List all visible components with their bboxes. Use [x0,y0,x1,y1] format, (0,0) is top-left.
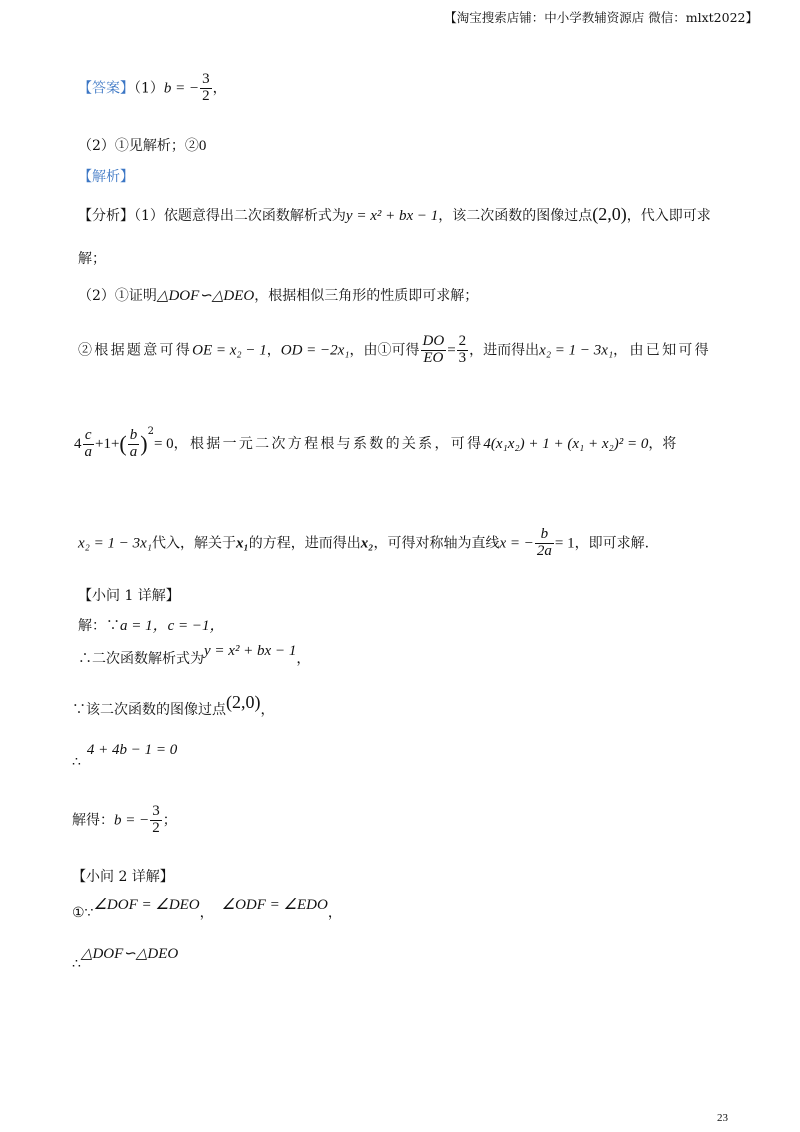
answer-line [78,72,227,105]
fenxi-text-3: ，代入即可求 [626,208,711,224]
q1-label: 【小问 1 详解】 [78,588,180,604]
fenxi-p4-lparen: ( [119,431,127,456]
fenxi-p4-a: a [84,443,92,460]
fenxi-p5-expr: x₂ = 1 − 3x₁ [78,535,152,552]
fenxi-p4-text-2: ，将 [648,436,677,452]
fenxi-point: (2,0) [592,204,627,224]
fenxi-p5-frac-den: 2a [536,542,552,559]
fenxi-p3-frac2-den: 3 [458,349,467,366]
fenxi-p4-square: 2 [147,426,154,437]
fenxi-p3-fraction-do-eo [421,334,447,367]
fenxi-expr-1: y = x² + bx − 1 [345,208,439,224]
q2-l1-sep: ， [199,905,214,921]
q1-l3-end: ， [260,702,275,718]
q1-l5-b: b = − [114,812,150,829]
fenxi-p5-x-eq: x = − [499,535,534,552]
fenxi-p5-text-1: 代入，解关于 [152,535,236,552]
q1-l3-text: ∵该二次函数的图像过点 [72,702,226,718]
q1-l2-text: ∴二次函数解析式为 [78,651,204,667]
fenxi-p2-text-1: （2）①证明 [78,288,157,304]
q2-label: 【小问 2 详解】 [72,869,174,885]
answer-label: 【答案】 [78,80,134,97]
fenxi-line-1 [78,204,711,225]
q1-l3-point: (2,0) [226,692,261,712]
fenxi-label: 【分析】 [78,208,134,224]
page-number: 23 [717,1112,728,1124]
fenxi-p4-fraction-b-a [128,428,140,461]
fenxi-p4-b: b [129,426,138,443]
q1-l1-expr: a = 1，c = −1， [120,618,225,634]
fenxi-p5-text-2: 的方程，进而得出 [248,535,361,552]
q2-l1-expr1: ∠DOF = ∠DEO [93,897,200,913]
answer-fraction [200,72,212,105]
q1-l5-fraction [150,804,162,837]
q1-l4-expr: 4 + 4b − 1 = 0 [86,742,178,758]
fenxi-p3-eq: = [447,342,456,359]
fenxi-text-2: ，该二次函数的图像过点 [438,208,593,224]
fenxi-p3-sep: ， [266,342,281,359]
answer-frac-den: 2 [202,87,210,104]
fenxi-p4-c: c [83,428,95,445]
fenxi-p5-x2: x₂ [360,535,374,552]
answer-part2 [78,135,206,155]
answer-part1-prefix: （1） [134,80,164,97]
q1-line-4 [72,742,178,770]
q1-l2-expr: y = x² + bx − 1 [204,643,297,659]
answer-b-eq: b = − [163,80,200,97]
q1-l5-num: 3 [152,803,160,819]
fenxi-p2-text-2: ，根据相似三角形的性质即可求解； [254,288,479,304]
fenxi-p4-plus1: +1+ [95,436,120,452]
page-header: 【淘宝搜索店铺：中小学教辅资源店 微信：mlxt2022】 [444,10,758,25]
q1-line-1 [78,614,225,635]
fenxi-p4-a2: a [129,443,138,460]
fenxi-p2-similar: △DOF∽△DEO [156,288,255,304]
fenxi-p5-frac-num: b [535,527,554,544]
fenxi-p3-frac-num: DO [422,333,445,349]
q1-line-2 [78,643,311,668]
fenxi-p4-four: 4 [74,436,82,452]
q2-l2-expr: △DOF∽△DEO [80,946,179,962]
q2-l1-end: ， [327,905,342,921]
q2-l1-expr2: ∠ODF = ∠EDO [221,897,328,913]
q1-line-3 [72,692,275,719]
fenxi-p4-eq0: = 0 [153,436,174,452]
answer-comma: ， [212,80,227,97]
fenxi-p3-text-1: ②根据题意可得 [78,342,193,359]
fenxi-p3-x2: x₂ = 1 − 3x₁ [539,342,614,359]
fenxi-p3-oe: OE = x₂ − 1 [192,342,267,359]
fenxi-p3-text-3: ，进而得出 [469,342,540,359]
fenxi-p3-frac-den: EO [423,349,444,366]
fenxi-line-3 [78,285,478,305]
q1-l5-den: 2 [152,819,160,836]
answer-part2-value: 0 [198,138,207,154]
fenxi-p3-text-2: ，由①可得 [349,342,420,359]
fenxi-p3-od: OD = −2x₁ [280,342,350,359]
answer-part2-text: （2）①见解析；② [78,138,199,154]
fenxi-line-6 [78,527,649,560]
q1-l5-end: ； [162,812,177,829]
fenxi-line-5 [74,426,676,460]
answer-frac-num: 3 [202,71,210,87]
q2-line-2 [72,944,179,972]
q2-l2-therefore: ∴ [72,956,81,972]
fenxi-p4-fraction-c-a [83,428,95,461]
fenxi-p5-text-4: ，即可求解. [574,535,650,552]
q1-line-5 [72,804,177,837]
jiexi-label: 【解析】 [78,169,134,185]
q1-l5-text: 解得： [72,812,114,829]
fenxi-p3-fraction-two-thirds [457,334,469,367]
q1-l1-text: 解：∵ [78,618,120,634]
fenxi-p5-text-3: ，可得对称轴为直线 [373,535,500,552]
fenxi-line-4 [78,334,711,367]
q2-l1-text: ①∵ [72,905,94,921]
fenxi-line-2: 解； [78,251,106,267]
fenxi-p4-rparen: ) [140,431,148,456]
fenxi-p5-x1: x₁ [236,535,249,552]
fenxi-text-1: （1）依题意得出二次函数解析式为 [134,208,346,224]
fenxi-p3-frac2-num: 2 [458,333,467,349]
fenxi-p5-eq1: = 1 [554,535,575,552]
q1-l2-end: ， [296,651,311,667]
q2-line-1 [72,894,342,921]
fenxi-p4-text: ，根据一元二次方程根与系数的关系，可得 [173,436,484,452]
fenxi-p3-text-4: ，由已知可得 [613,342,711,359]
q1-l4-therefore: ∴ [72,754,81,770]
fenxi-p4-expr: 4(x₁x₂) + 1 + (x₁ + x₂)² = 0 [483,436,649,452]
fenxi-p5-fraction-b-2a [535,527,554,560]
